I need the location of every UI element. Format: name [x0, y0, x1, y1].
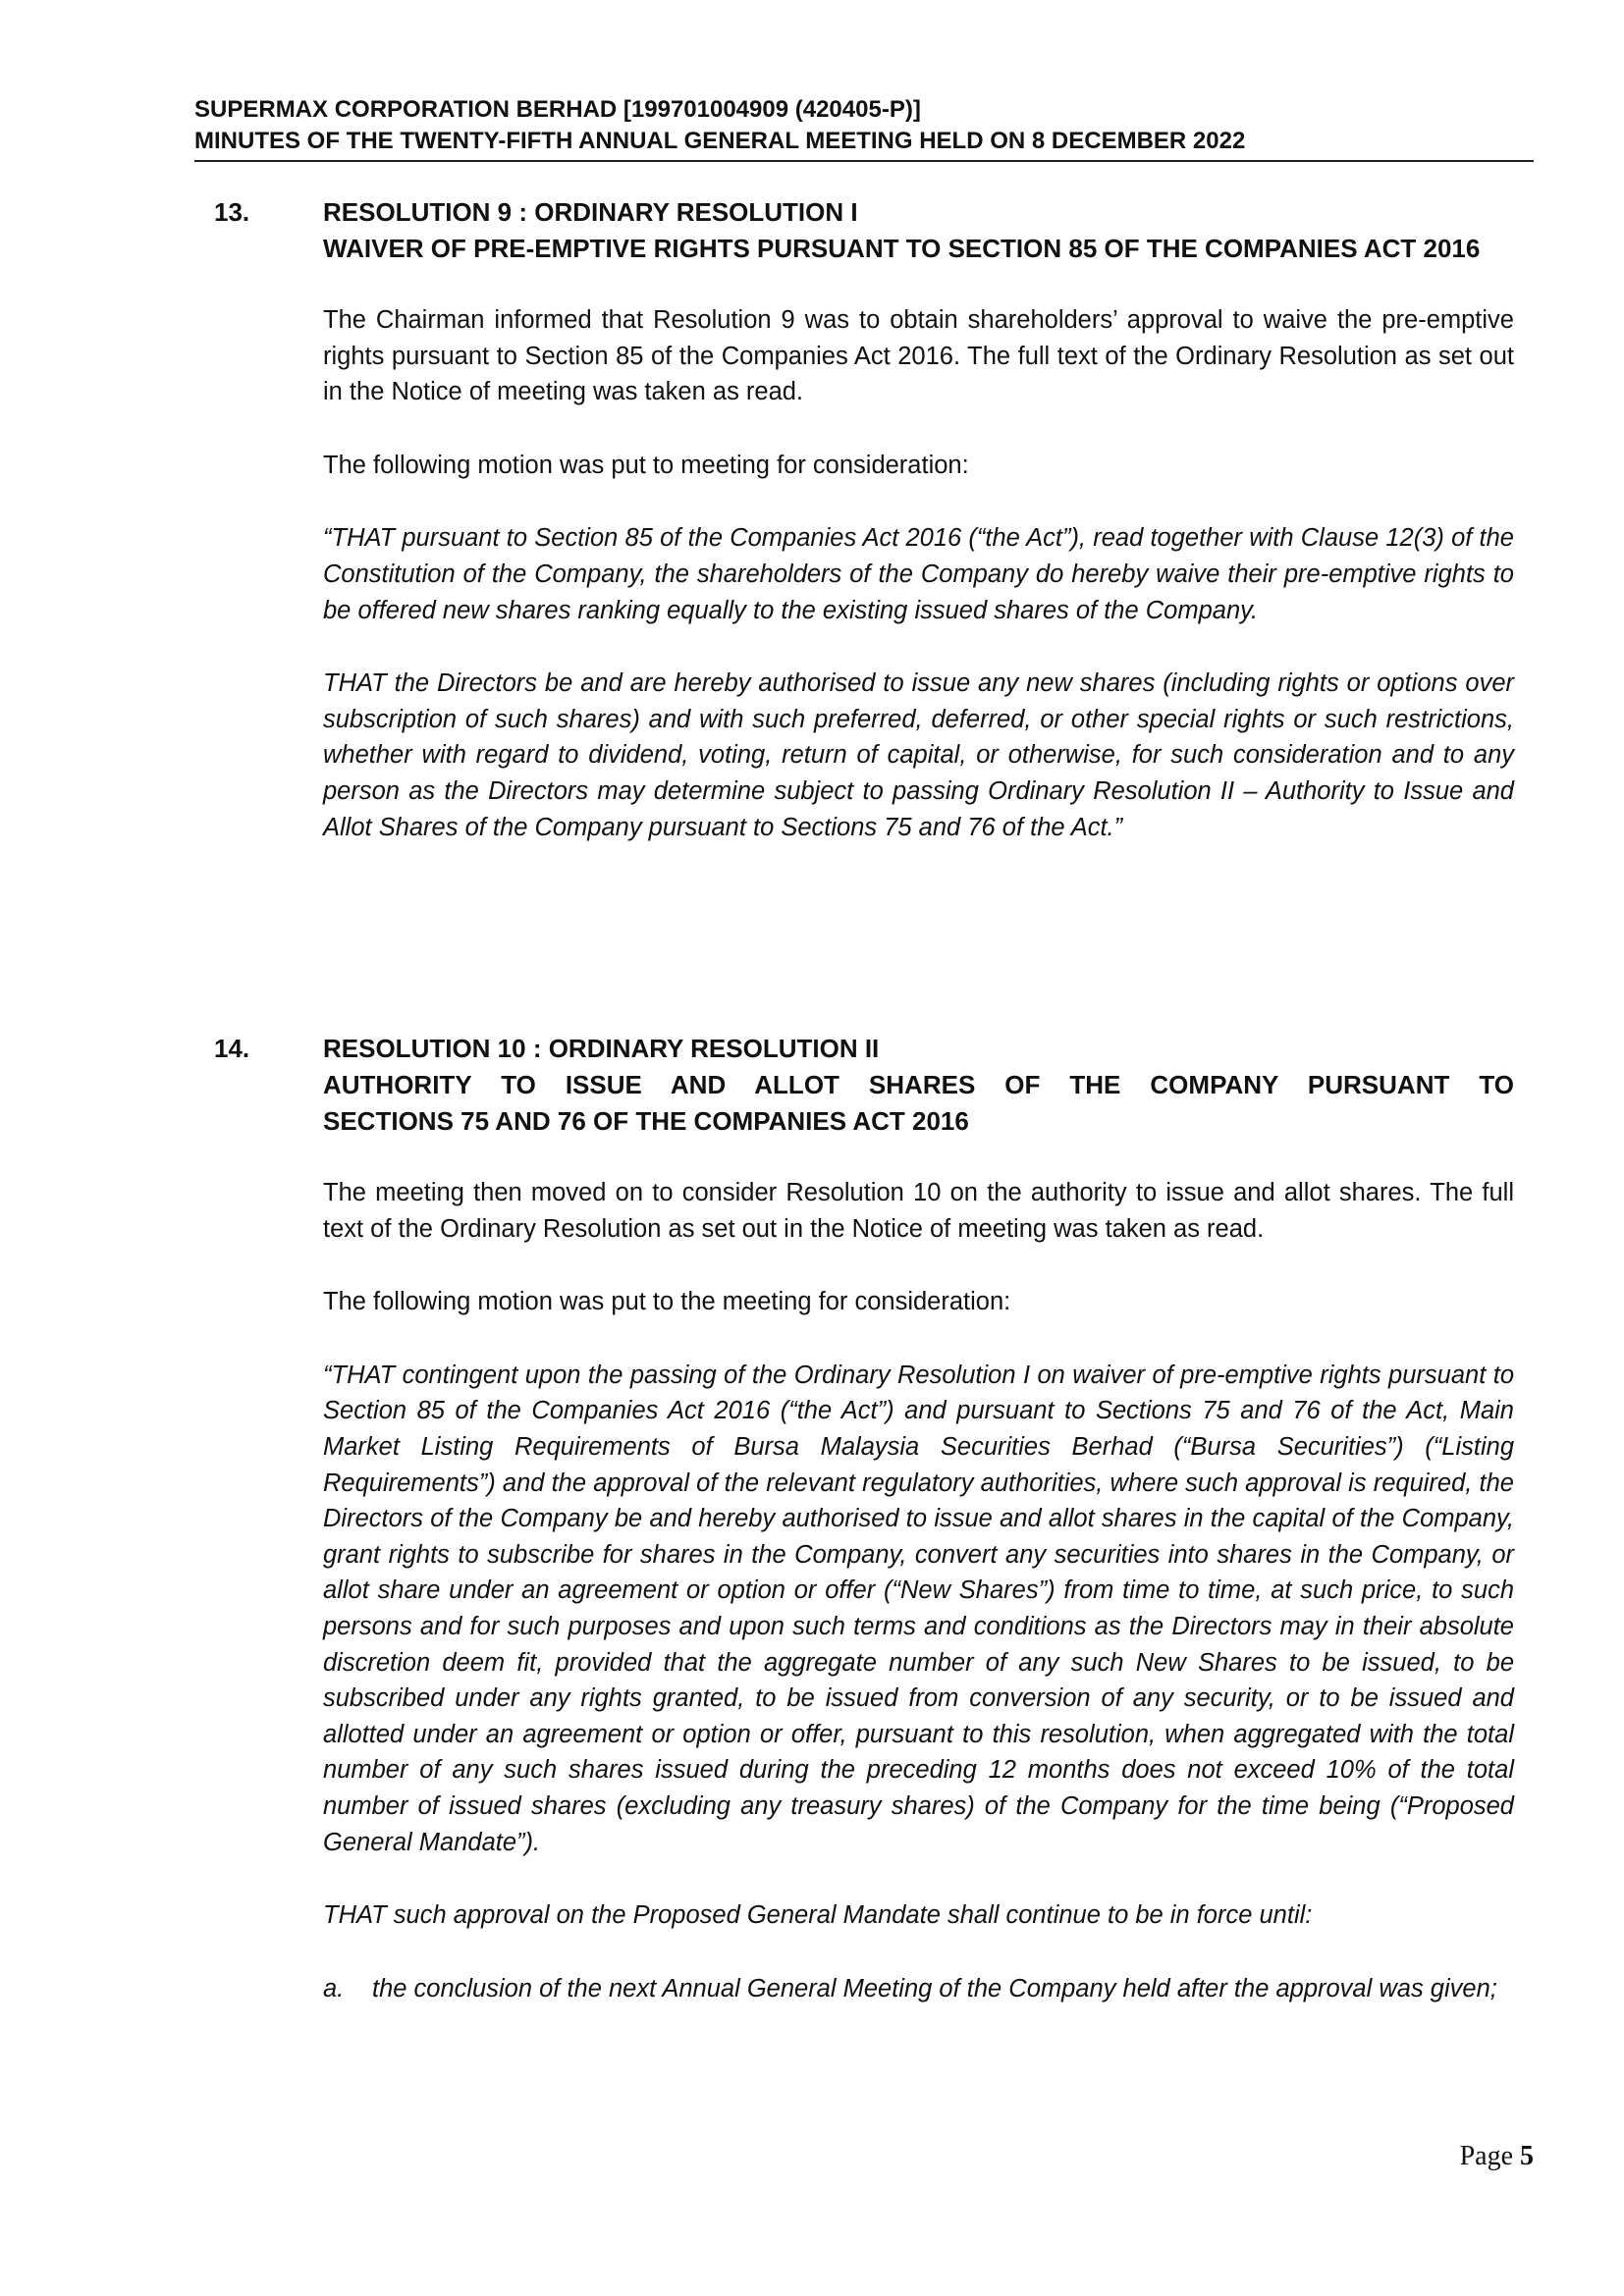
header-minutes-line: MINUTES OF THE TWENTY-FIFTH ANNUAL GENERAL MEETING HELD ON 8 DECEMBER 2022 [194, 128, 1246, 154]
page-label: Page [1459, 2141, 1520, 2171]
page-footer [1460, 2141, 1534, 2172]
motion-intro: The following motion was put to meeting for consideration: [323, 451, 969, 479]
list-item-letter: a. [323, 1974, 345, 2002]
header-company-line: SUPERMAX CORPORATION BERHAD [199701004909 (420405-P)] [194, 96, 921, 123]
section-intro-paragraph: The Chairman informed that Resolution 9 was to obtain shareholders’ approval to waive the pre-emptive rights pursuant to Section 85 of the Companies Act 2016. The full text of the Ordinary Resolution as set out in the Notice of meeting was taken as read. [323, 306, 1514, 406]
section-title-resolution: RESOLUTION 10 : ORDINARY RESOLUTION II [323, 1034, 880, 1063]
motion-paragraph-1: “THAT contingent upon the passing of the Ordinary Resolution I on waiver of pre-emptive rights pursuant to Section 85 of the Companies Act 2016 (“the Act”) and pursuant to Sections 75 and 76 of the Act, Main Market Listing Requirements of Bursa Malaysia Securities Berhad (“Bursa Securities”) (“Listing Requirements”) and the approval of the relevant regulatory authorities, where such approval is required, the Directors of the Company be and hereby authorised to issue and allot shares in the capital of the Company, grant rights to subscribe for shares in the Company, convert any securities into shares in the Company, or allot share under an agreement or option or offer (“New Shares”) from time to time, at such price, to such persons and for such purposes and upon such terms and conditions as the Directors may in their absolute discretion deem fit, provided that the aggregate number of any such New Shares to be issued, to be subscribed under any rights granted, to be issued from conversion of any security, or to be issued and allotted under an agreement or option or offer, pursuant to this resolution, when aggregated with the total number of any such shares issued during the preceding 12 months does not exceed 10% of the total number of issued shares (excluding any treasury shares) of the Company for the time being (“Proposed General Mandate”). [323, 1361, 1514, 1856]
page-number: 5 [1520, 2141, 1534, 2171]
section-heading [323, 1031, 1514, 1140]
section-heading [323, 194, 1514, 267]
motion-paragraph-1: “THAT pursuant to Section 85 of the Companies Act 2016 (“the Act”), read together with Clause 12(3) of the Constitution of the Company, the shareholders of the Company do hereby waive their pre-emptive rights to be offered new shares ranking equally to the existing issued shares of the Company. [323, 524, 1514, 624]
motion-intro: The following motion was put to the meeting for consideration: [323, 1288, 1011, 1316]
document-header [194, 94, 1534, 157]
section-title-subject: WAIVER OF PRE-EMPTIVE RIGHTS PURSUANT TO SECTION 85 OF THE COMPANIES ACT 2016 [323, 234, 1481, 263]
list-item-text: the conclusion of the next Annual General Meeting of the Company held after the approval was given; [372, 1974, 1497, 2002]
section-number: 14. [214, 1034, 250, 1063]
section-intro-paragraph: The meeting then moved on to consider Resolution 10 on the authority to issue and allot shares. The full text of the Ordinary Resolution as set out in the Notice of meeting was taken as read. [323, 1179, 1514, 1243]
section-title-subject-line1: AUTHORITY TO ISSUE AND ALLOT SHARES OF THE COMPANY PURSUANT TO [323, 1070, 1514, 1099]
section-number: 13. [214, 197, 250, 227]
motion-paragraph-2: THAT such approval on the Proposed General Mandate shall continue to be in force until: [323, 1901, 1313, 1930]
section-body [323, 194, 1514, 845]
section-title-subject-line2: SECTIONS 75 AND 76 OF THE COMPANIES ACT 2016 [323, 1106, 969, 1136]
section-title-resolution: RESOLUTION 9 : ORDINARY RESOLUTION I [323, 197, 858, 227]
motion-paragraph-2: THAT the Directors be and are hereby authorised to issue any new shares (including rights or options over subscription of such shares) and with such preferred, deferred, or other special rights or such restrictions, whether with regard to dividend, voting, return of capital, or otherwise, for such consideration and to any person as the Directors may determine subject to passing Ordinary Resolution II – Authority to Issue and Allot Shares of the Company pursuant to Sections 75 and 76 of the Act.” [323, 669, 1514, 841]
header-divider [194, 160, 1534, 162]
section-body [323, 1031, 1514, 2006]
list-item [323, 1971, 1514, 2007]
